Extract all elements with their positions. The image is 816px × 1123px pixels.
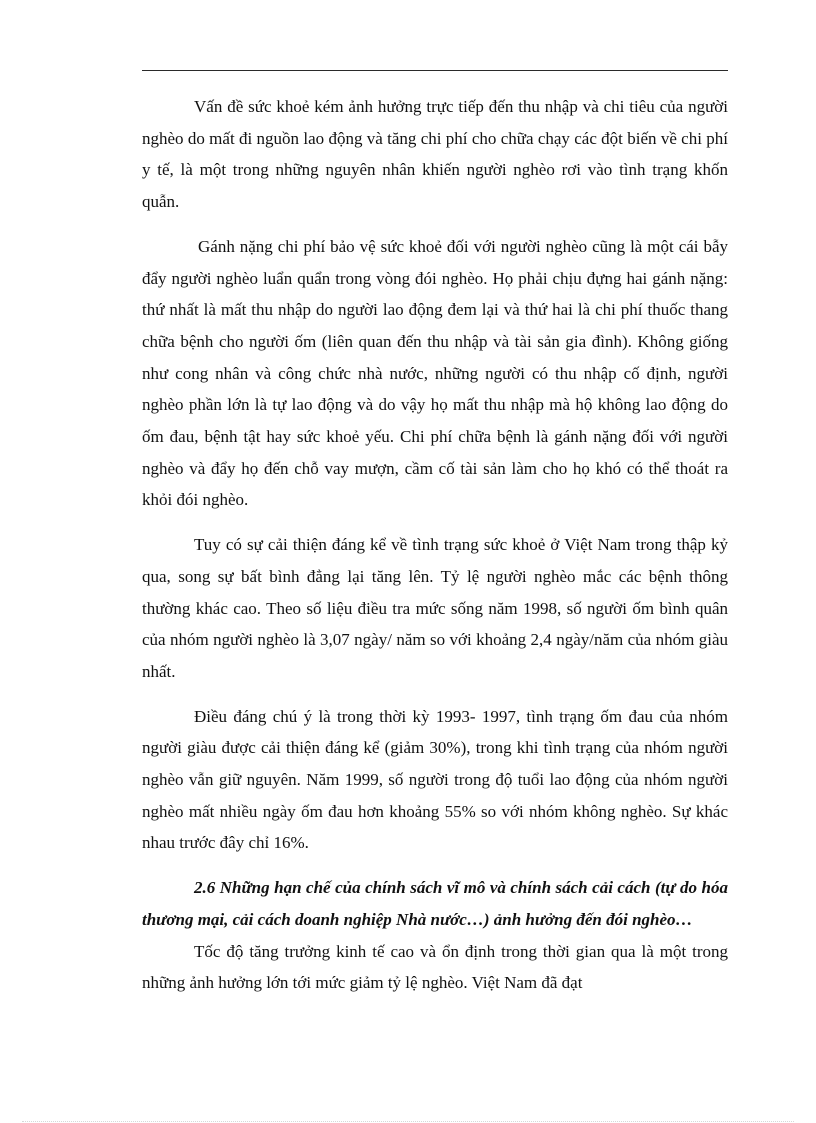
section-heading-2-6: 2.6 Những hạn chế của chính sách vĩ mô và chính sách cải cách (tự do hóa thương mại, cải cách doanh nghiệp Nhà nước…) ảnh hưởng đến đói nghèo… [142,878,728,929]
paragraph-health-cost-burden: Gánh nặng chi phí bảo vệ sức khoẻ đối với người nghèo cũng là một cái bẫy đẩy người nghèo luẩn quẩn trong vòng đói nghèo. Họ phải chịu đựng hai gánh nặng: thứ nhất là mất thu nhập do người lao động đem lại và thứ hai là chi phí thuốc thang chữa bệnh cho người ốm (liên quan đến thu nhập và tài sản gia đình). Không giống như cong nhân và công chức nhà nước, những người có thu nhập cố định, người nghèo phần lớn là tự lao động và do vậy họ mất thu nhập mà hộ không lao động do ốm đau, bệnh tật hay sức khoẻ yếu. Chi phí chữa bệnh là gánh nặng đối với người nghèo và đẩy họ đến chỗ vay mượn, cầm cố tài sản làm cho họ khó có thể thoát ra khỏi đói nghèo. [142,236,728,510]
paragraph-illness-trend: Điều đáng chú ý là trong thời kỳ 1993- 1997, tình trạng ốm đau của nhóm người giàu được cải thiện đáng kể (giảm 30%), trong khi tình trạng của nhóm người nghèo vẫn giữ nguyên. Năm 1999, số người trong độ tuổi lao động của nhóm người nghèo mất nhiều ngày ốm đau hơn khoảng 55% so với nhóm không nghèo. Sự khác nhau trước đây chỉ 16%. [142,706,728,853]
header-rule [142,70,728,71]
paragraph-health-income: Vấn đề sức khoẻ kém ảnh hưởng trực tiếp đến thu nhập và chi tiêu của người nghèo do mất đi nguồn lao động và tăng chi phí cho chữa chạy các đột biến về chi phí y tế, là một trong những nguyên nhân khiến người nghèo rơi vào tình trạng khốn quẫn. [142,97,728,212]
document-body [142,91,728,999]
page-bottom-border [22,1121,794,1122]
paragraph-growth-poverty: Tốc độ tăng trưởng kinh tế cao và ổn định trong thời gian qua là một trong những ảnh hưởng lớn tới mức giảm tỷ lệ nghèo. Việt Nam đã đạt [142,941,728,993]
paragraph-health-inequality: Tuy có sự cải thiện đáng kể về tình trạng sức khoẻ ở Việt Nam trong thập kỷ qua, song sự bất bình đẳng lại tăng lên. Tỷ lệ người nghèo mắc các bệnh thông thường khác cao. Theo số liệu điều tra mức sống năm 1998, số người ốm bình quân của nhóm người nghèo là 3,07 ngày/ năm so với khoảng 2,4 ngày/năm của nhóm giàu nhất. [142,535,728,681]
